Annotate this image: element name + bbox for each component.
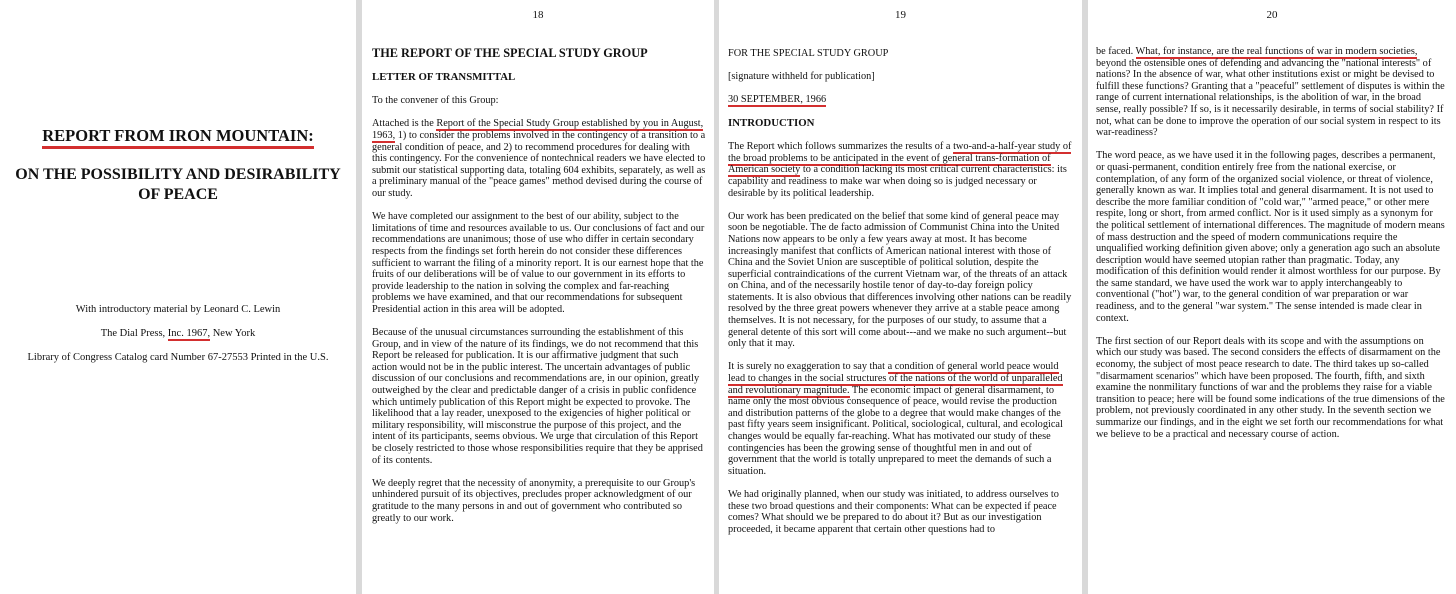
- paragraph: be faced. What, for instance, are the real functions of war in modern societies, beyond the ostensible ones of defending and advancing the "national interests" of nations? In the absence of war, what other institutions exist or might be devised to fulfill these functions? Granting that a "peaceful" settlement of disputes is within the range of current international relationships, is the abolition of war, in the broad sense, really possible? If so, is it necessarily desirable, in terms of social stability? If not, what can be done to improve the operation of our social system in respect to its war-readiness?: [1096, 46, 1445, 139]
- paragraph: The word peace, as we have used it in the following pages, describes a permanent, or quasi-permanent, condition entirely free from the national exercise, or contemplation, of any form of the organized social violence, or threat of violence, generally known as war. It implies total and general disarmament. It is not used to describe the more familiar condition of "cold war," "armed peace," or other mere respite, long or short, from armed conflict. Nor is it used simply as a synonym for the political settlement of international differences. The magnitude of modern means of mass destruction and the speed of modern communications require the unqualified working definition given above; only a generation ago such an absolute description would have seemed utopian rather than pragmatic. Today, any modification of this definition would render it almost worthless for our purpose. By the same standard, we have used the work war to apply interchangeably to conventional ("hot") war, to the general condition of war preparation or war readiness, and to the general "war system." The sense intended is made clear in context.: [1096, 150, 1445, 324]
- highlight: two-and-a-half-year study of the broad problems to be anticipated in the event of general trans-formation of American society: [728, 141, 1072, 176]
- highlight: 30 SEPTEMBER, 1966: [728, 94, 827, 106]
- salutation: To the convener of this Group:: [372, 95, 499, 107]
- paragraph: It is surely no exaggeration to say that a condition of general world peace would lead to changes in the social structures of the nations of the world of unparalleled and revolutionary magnitude. The economic impact of general disarmament, to name only the most obvious consequence of peace, would revise the production and distribution patterns of the globe to a degree that would make changes of the past fifty years seem insignificant. Political, sociological, cultural, and ecological changes would be equally far-reaching. What has motivated our study of these contingencies has been the growing sense of thoughtful men in and out of government that the world is totally unprepared to meet the demands of such a situation.: [728, 361, 1063, 477]
- title-underline: REPORT FROM IRON MOUNTAIN:: [42, 126, 314, 149]
- page-19: [719, 0, 1082, 594]
- catalog-line: Library of Congress Catalog card Number 67-27553 Printed in the U.S.: [27, 352, 329, 363]
- highlight: What, for instance, are the real functions of war in modern societies,: [1135, 46, 1418, 57]
- page-18: [362, 0, 714, 594]
- paragraph: Our work has been predicated on the belief that some kind of general peace may soon be negotiable. The de facto admission of Communist China into the United Nations now appears to be only a few years away at most. It has become increasingly manifest that conflicts of American national interest with those of China and the Soviet Union are susceptible of political solution, despite the superficial contraindications of the current Vietnam war, of the threats of an attack on China, and of the necessarily hostile tenor of day-to-day foreign policy statements. It is also obvious that differences involving other nations can be readily resolved by the three great powers whenever they arrive at a stable peace among themselves. It is not necessary, for the purposes of our study, to assume that a general detente of this sort will come about---and we make no such argument--but only that it may.: [728, 210, 1072, 350]
- book-subtitle: ON THE POSSIBILITY AND DESIRABILITY OF PEACE: [15, 166, 341, 203]
- report-heading: THE REPORT OF THE SPECIAL STUDY GROUP: [372, 46, 648, 60]
- highlight: Report of the Special Study Group established by you in August, 1963,: [372, 118, 704, 141]
- publisher-highlight: Inc. 1967,: [167, 328, 211, 339]
- introduction-heading: INTRODUCTION: [728, 116, 815, 129]
- for-line: FOR THE SPECIAL STUDY GROUP: [728, 48, 889, 59]
- publisher-line: The Dial Press, Inc. 1967, New York: [100, 328, 256, 339]
- highlight: a condition of general world peace would lead to changes in the social structures of the nations of the world of unparalleled and revolutionary magnitude.: [728, 361, 1063, 396]
- paragraph: The first section of our Report deals with its scope and with the assumptions on which our study was based. The second considers the effects of disarmament on the economy, the subject of most peace research to date. The third takes up so-called "disarmament scenarios" which have been proposed. The fourth, fifth, and sixth examine the nonmilitary functions of war and the problems they raise for a viable transition to peace; here will be found some indications of the true dimensions of the problem, not previously coordinated in any other study. In the seventh section we summarize our findings, and in the eight we set forth our recommendations for what we believe to be a practical and necessary course of action.: [1096, 335, 1445, 440]
- signature-note: [signature withheld for publication]: [728, 71, 875, 83]
- page-body: [1096, 46, 1446, 452]
- letter-heading: LETTER OF TRANSMITTAL: [372, 70, 516, 83]
- book-title: [0, 126, 356, 146]
- page-body: [728, 48, 1073, 547]
- credit-intro: With introductory material by Leonard C. Lewin: [75, 304, 281, 315]
- paragraph: We have completed our assignment to the best of our ability, subject to the limitations of time and resources available to us. Our conclusions of fact and our recommendations are unanimous; those of use who differ in certain secondary respects from the findings set forth herein do not consider these differences sufficient to warrant the filing of a minority report. It is our earnest hope that the fruits of our deliberations will be of value to our government in its efforts to provide leadership to the nation in solving the complex and far-reaching problems we have examined, and that our recommendations for subsequent Presidential action in this area will be adopted.: [372, 211, 705, 315]
- page-number: 18: [532, 9, 544, 21]
- date-line: [728, 94, 1073, 106]
- paragraph: We had originally planned, when our study was initiated, to address ourselves to these two broad questions and their components: What can be expected if peace comes? What should we be prepared to do about it? But as our investigation proceeded, it became apparent that certain other questions had to: [728, 488, 1059, 535]
- paragraph: Attached is the Report of the Special Study Group established by you in August, 1963, 1) to consider the problems involved in the contingency of a transition to a general condition of peace, and 2) to recommend procedures for dealing with this contingency. For the convenience of nontechnical readers we have elected to submit our statistical supporting data, totaling 604 exhibits, separately, as well as a preliminary manual of the "peace games" method devised during the course of our study.: [372, 118, 706, 199]
- title-page: [0, 0, 356, 594]
- paragraph: We deeply regret that the necessity of anonymity, a prerequisite to our Group's unhindered pursuit of its objectives, precludes proper acknowledgment of our gratitude to the many persons in and out of government who contributed so greatly to our work.: [372, 477, 696, 524]
- paragraph: Because of the unusual circumstances surrounding the establishment of this Group, and in view of the nature of its findings, we do not recommend that this Report be released for publication. It is our affirmative judgment that such action would not be in the public interest. The uncertain advantages of public discussion of our conclusions and recommendations are, in our opinion, greatly outweighed by the clear and predictable danger of a crisis in public confidence which untimely publication of this Report might be expected to provoke. The likelihood that a lay reader, unexposed to the exigencies of higher political or military responsibility, will misconstrue the purpose of this project, and the intent of its participants, seems obvious. We urge that circulation of this Report be closely restricted to those whose responsibilities require that they be apprised of its contents.: [372, 327, 703, 466]
- page-number: 20: [1266, 9, 1278, 21]
- page-body: [372, 48, 706, 536]
- page-20: [1088, 0, 1456, 594]
- page-number: 19: [895, 9, 906, 21]
- paragraph: The Report which follows summarizes the results of a two-and-a-half-year study of the broad problems to be anticipated in the event of general trans-formation of American society to a condition lacking its most critical current characteristics: its capability and readiness to make war when doing so is judged necessary or desirable by its political leadership.: [728, 141, 1072, 199]
